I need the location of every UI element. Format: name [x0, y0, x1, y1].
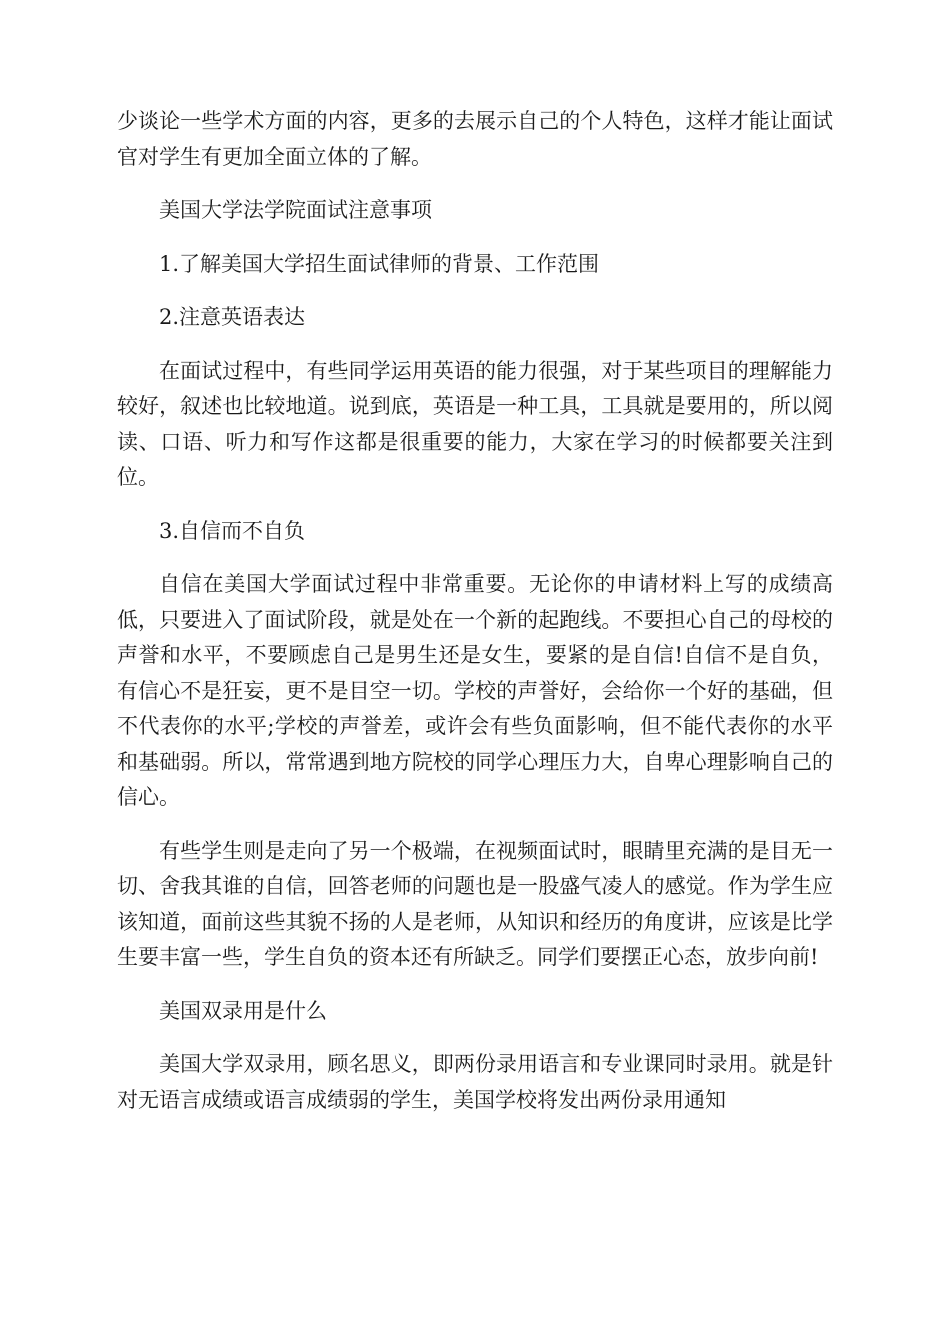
document-page: [117, 104, 833, 1136]
paragraph-continuation: 少谈论一些学术方面的内容，更多的去展示自己的个人特色，这样才能让面试官对学生有更加全面立体的了解。: [117, 109, 833, 169]
section-heading-law-school-interview: 美国大学法学院面试注意事项: [159, 198, 432, 222]
paragraph-arrogance: 有些学生则是走向了另一个极端，在视频面试时，眼睛里充满的是目无一切、舍我其谁的自信，回答老师的问题也是一股盛气凌人的感觉。作为学生应该知道，面前这些其貌不扬的人是老师，从知识和经历的角度讲，应该是比学生要丰富一些，学生自负的资本还有所缺乏。同学们要摆正心态，放步向前!: [117, 838, 833, 969]
paragraph-confidence: 自信在美国大学面试过程中非常重要。无论你的申请材料上写的成绩高低，只要进入了面试阶段，就是处在一个新的起跑线。不要担心自己的母校的声誉和水平，不要顾虑自己是男生还是女生，要紧的是自信!自信不是自负，有信心不是狂妄，更不是目空一切。学校的声誉好，会给你一个好的基础，但不代表你的水平;学校的声誉差，或许会有些负面影响，但不能代表你的水平和基础弱。所以，常常遇到地方院校的同学心理压力大，自卑心理影响自己的信心。: [117, 572, 833, 809]
section-heading-dual-admission: 美国双录用是什么: [159, 998, 327, 1023]
list-item-1: 1.了解美国大学招生面试律师的背景、工作范围: [159, 251, 600, 276]
list-item-2: 2.注意英语表达: [159, 305, 306, 329]
paragraph-english-expression: 在面试过程中，有些同学运用英语的能力很强，对于某些项目的理解能力较好，叙述也比较地道。说到底，英语是一种工具，工具就是要用的，所以阅读、口语、听力和写作这都是很重要的能力，大家在学习的时候都要关注到位。: [117, 358, 833, 489]
list-item-3: 3.自信而不自负: [159, 518, 306, 543]
paragraph-dual-admission: 美国大学双录用，顾名思义，即两份录用语言和专业课同时录用。就是针对无语言成绩或语言成绩弱的学生，美国学校将发出两份录用通知: [117, 1052, 833, 1112]
